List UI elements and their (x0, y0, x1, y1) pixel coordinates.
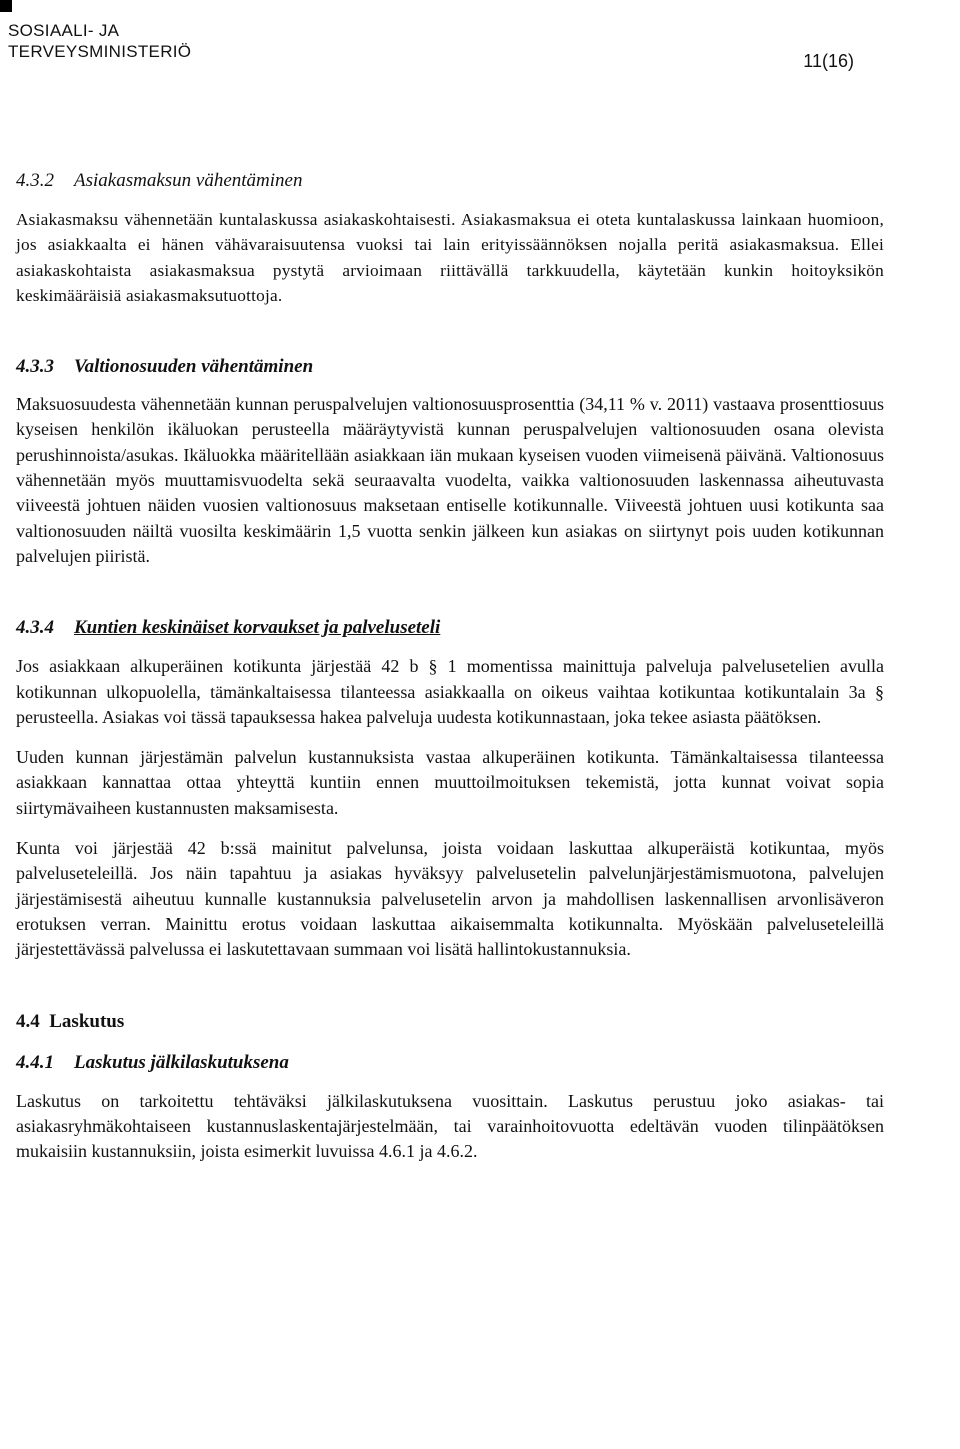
paragraph: Uuden kunnan järjestämän palvelun kustannuksista vastaa alkuperäinen kotikunta. Tämänkaltaisessa tilanteessa asiakkaan kannattaa ottaa yhteyttä kuntiin ennen muuttoilmoituksen tekemistä, jotta kunnat voivat sopia siirtymävaiheen kustannusten maksamisesta. (16, 747, 884, 818)
document-body (16, 168, 884, 1164)
ministry-name-line2: TERVEYSMINISTERIÖ (8, 42, 192, 61)
section-heading-4-3-2 (16, 168, 884, 193)
paragraph: Jos asiakkaan alkuperäinen kotikunta järjestää 42 b § 1 momentissa mainittuja palveluja palvelusetelien avulla kotikunnan ulkopuolella, tämänkaltaisessa tilanteessa asiakkaalla on oikeus vaihtaa kotikuntaa kotikuntalain 3a § perusteella. Asiakas voi tässä tapauksessa hakea palveluja uudesta kotikunnastaan, joka tekee asiasta päätöksen. (16, 656, 884, 727)
page-number: 11(16) (803, 51, 854, 71)
section-heading-4-3-4 (16, 615, 884, 640)
paragraph: Laskutus on tarkoitettu tehtäväksi jälkilaskutuksena vuosittain. Laskutus perustuu joko asiakas- tai asiakasryhmäkohtaiseen kustannuslaskentajärjestelmään, tai varainhoitovuotta edeltävän vuoden tilinpäätöksen mukaisiin kustannuksiin, joista esimerkit luvuissa 4.6.1 ja 4.6.2. (16, 1090, 884, 1162)
paragraph: Maksuosuudesta vähennetään kunnan peruspalvelujen valtionosuusprosenttia (34,11 % v. 2011) vastaava prosenttiosuus kyseisen henkilön ikäluokan perusteella määräytyvistä kunnan peruspalvelujen valtionosuuden osana olevista perushinnoista/asukas. Ikäluokka määritellään asiakkaan iän mukaan kyseisen vuoden viimeisenä päivänä. Valtionosuus vähennetään myös muuttamisvuodelta sekä seuraavalta vuodelta, vaikka valtionosuuden laskennassa aiheutuvasta viiveestä johtuen näiden vuosien valtionosuus maksetaan entiselle kotikunnalle. Viiveestä johtuen uusi kotikunta saa valtionosuuden näiltä vuosilta keskimäärin 1,5 vuotta senkin jälkeen kun asiakas on siirtynyt pois uuden kotikunnan palvelujen piiristä. (16, 394, 884, 566)
section-heading-4-3-3 (16, 354, 884, 379)
ministry-name (8, 20, 191, 62)
section-title: Laskutus jälkilaskutuksena (74, 1051, 289, 1073)
section-heading-4-4-1 (16, 1050, 884, 1075)
section-number: 4.4.1 (16, 1051, 54, 1073)
section-number: 4.4 (16, 1010, 40, 1032)
section-title: Valtionosuuden vähentäminen (74, 356, 314, 378)
section-title: Kuntien keskinäiset korvaukset ja palveluseteli (74, 617, 441, 639)
section-title: Laskutus (49, 1010, 125, 1032)
section-number: 4.3.4 (16, 617, 54, 639)
ministry-logo-mark (0, 0, 12, 12)
section-number: 4.3.3 (16, 356, 54, 378)
paragraph: Kunta voi järjestää 42 b:ssä mainitut palvelunsa, joista voidaan laskuttaa alkuperäistä kotikuntaa, myös palveluseteleillä. Jos näin tapahtuu ja asiakas hyväksyy palvelusetelin palvelunjärjestämismuotona, palvelujen järjestämisestä aiheutuu kunnalle kustannuksia palvelusetelin arvon ja mahdollisen laskennallisen arvonlisäveron erotuksen verran. Mainittu erotus voidaan laskuttaa aikaisemmalta kotikunnalta. Myöskään palveluseteleillä järjestettävässä palvelussa ei laskutettavaan summaan voi lisätä hallintokustannuksia. (16, 838, 884, 960)
section-number: 4.3.2 (16, 170, 54, 191)
ministry-name-line1: SOSIAALI- JA (8, 21, 120, 40)
section-title: Asiakasmaksun vähentäminen (74, 170, 303, 191)
section-heading-4-4 (16, 1009, 884, 1034)
paragraph: Asiakasmaksu vähennetään kuntalaskussa asiakaskohtaisesti. Asiakasmaksua ei oteta kuntalaskussa lainkaan huomioon, jos asiakkaalta ei hänen vähävaraisuutensa vuoksi tai lain erityissäännöksen nojalla peritä asiakasmaksua. Ellei asiakaskohtaista asiakasmaksua pystytä arvioimaan riittävällä tarkkuudella, käytetään kunkin hoitoyksikön keskimääräisiä asiakasmaksutuottoja. (16, 210, 884, 305)
